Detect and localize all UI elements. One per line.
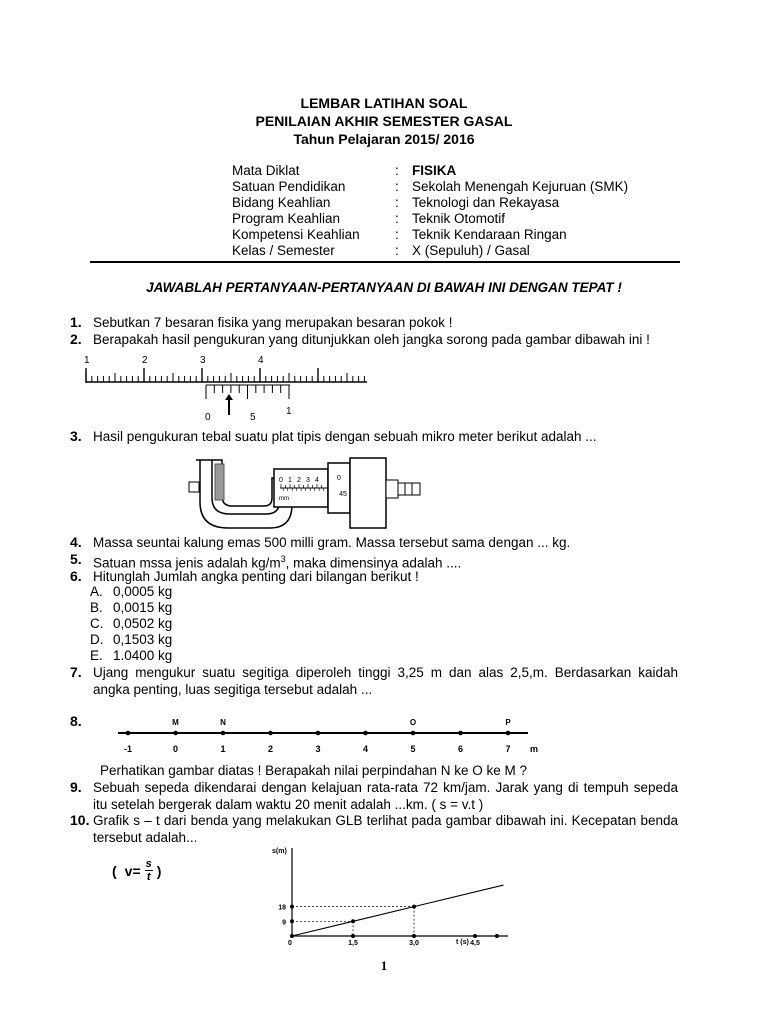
question-number: 1. [70,314,82,330]
info-value: X (Sepuluh) / Gasal [412,243,530,258]
question-number: 2. [70,331,82,347]
question-text: Massa seuntai kalung emas 500 milli gram. Massa tersebut sama dengan ... kg. [93,535,571,550]
superscript: 3 [280,554,286,564]
number-line-tick-dot [126,731,131,736]
number-line-tick-dot [411,731,416,736]
number-line-tick-label: 4 [362,744,369,754]
page-number: 1 [380,958,388,973]
info-label: Bidang Keahlian [232,195,331,210]
header-divider [90,261,680,263]
sleeve-label: 2 [297,477,301,484]
number-line-tick-dot [316,731,321,736]
question-text: Berapakah hasil pengukuran yang ditunjukkan oleh jangka sorong pada gambar dibawah ini ! [93,332,650,347]
question-text-part: Satuan mssa jenis adalah kg/m [93,555,281,571]
x-axis-label: t (s) [456,939,469,946]
formula-paren: ( [112,862,117,879]
question-text: Hitunglah Jumlah angka penting dari bilangan berikut ! [93,569,419,584]
number-line-point-label: P [505,718,511,727]
option-letter: C. [90,616,104,631]
x-tick-dot [351,934,355,938]
micrometer-figure [180,450,430,532]
question-text: Ujang mengukur suatu segitiga diperoleh tinggi 3,25 m dan alas 2,5,m. Berdasarkan kaidah angka penting, luas segitiga tersebut adalah ... [93,665,678,697]
info-colon: : [395,211,399,226]
x-tick-dot [412,934,416,938]
number-line-tick-label: 5 [410,744,416,754]
caliper-vernier-label: 0 [205,412,211,423]
info-colon: : [395,227,399,242]
question-text-part: , maka dimensinya adalah .... [285,555,462,571]
title-line-2: PENILAIAN AKHIR SEMESTER GASAL [255,113,513,129]
option-letter: E. [90,648,103,663]
series-line [292,885,503,936]
question-number: 8. [70,713,82,729]
sleeve-unit: mm [279,496,289,502]
formula-lhs: v= [124,862,141,879]
info-label: Satuan Pendidikan [232,179,346,194]
x-tick-dot [473,934,477,938]
question-number: 10. [70,812,90,828]
data-point [412,905,416,909]
thimble-label: 0 [337,475,341,482]
number-line-unit: m [530,744,539,754]
number-line-point-label: N [220,718,226,727]
x-tick-label: 4,5 [470,940,480,947]
caliper-main-label: 1 [84,355,90,366]
info-colon: : [395,243,399,258]
number-line-tick-dot [173,731,178,736]
caliper-main-label: 4 [258,355,264,366]
number-line-tick-label: 6 [457,744,464,754]
question-number: 9. [70,779,82,795]
question-number: 6. [70,568,82,584]
option-value: 0,0005 kg [113,584,173,599]
number-line-figure [100,716,550,758]
info-colon: : [395,195,399,210]
question-text: Sebutkan 7 besaran fisika yang merupakan besaran pokok ! [93,315,453,330]
number-line-point-label: M [172,718,179,727]
question-number: 5. [70,551,82,567]
info-value: Teknik Kendaraan Ringan [412,227,567,242]
caliper-vernier-label: 5 [250,412,256,423]
info-colon: : [395,163,399,178]
info-colon: : [395,179,399,194]
number-line-tick-label: 0 [172,744,179,754]
number-line-tick-dot [221,731,226,736]
sleeve-label: 1 [288,477,292,484]
question-text: Sebuah sepeda dikendarai dengan kelajuan rata-rata 72 km/jam. Jarak yang di tempuh sepeda itu setelah bergerak dalam waktu 20 menit adalah ...km. ( s = v.t ) [93,780,678,812]
info-label: Program Keahlian [232,211,341,226]
option-letter: B. [90,600,103,615]
question-number: 7. [70,664,82,680]
velocity-formula [112,858,161,883]
info-value: Teknik Otomotif [412,211,506,226]
x-tick-label: 1,5 [348,940,358,947]
info-value: Teknologi dan Rekayasa [412,195,560,210]
question-text: Grafik s – t dari benda yang melakukan GLB terlihat pada gambar dibawah ini. Kecepatan benda tersebut adalah... [93,813,678,845]
x-tick-label: 0 [288,940,292,947]
thimble-label: 45 [339,491,347,498]
formula-fraction [145,858,153,883]
y-tick-dot [290,905,294,909]
number-line-tick-dot [458,731,463,736]
question-number: 4. [70,534,82,550]
question-number: 3. [70,428,82,444]
x-tick-dot [290,934,294,938]
title-line-1: LEMBAR LATIHAN SOAL [300,95,468,111]
formula-paren: ) [156,862,162,879]
number-line-tick-dot [363,731,368,736]
number-line-point-label: O [409,718,417,727]
title-line-3: Tahun Pelajaran 2015/ 2016 [293,131,475,147]
sleeve-label: 4 [315,477,319,484]
y-tick-label: 9 [282,919,286,927]
x-tick-label: 3,0 [409,940,419,947]
info-label: Kelas / Semester [232,243,335,258]
info-label: Mata Diklat [232,163,300,178]
question-8 [100,762,700,779]
number-line-tick-label: -1 [123,744,133,754]
number-line-tick-dot [268,731,273,736]
option-value: 0,0502 kg [113,616,173,631]
vernier-caliper-figure [80,350,380,425]
info-value: Sekolah Menengah Kejuruan (SMK) [412,179,629,194]
formula-numerator: s [145,858,152,870]
number-line-tick-label: 1 [220,744,226,754]
y-tick-label: 18 [278,904,286,912]
number-line-tick-label: 3 [315,744,321,754]
question-text: Hasil pengukuran tebal suatu plat tipis dengan sebuah mikro meter berikut adalah ... [93,429,597,444]
number-line-tick-label: 2 [267,744,274,754]
caliper-vernier-label: 1 [286,406,292,417]
caliper-main-label: 2 [142,355,148,366]
sleeve-label: 0 [279,477,283,484]
info-value-subject: FISIKA [412,163,457,178]
option-letter: A. [90,584,103,599]
option-value: 0,1503 kg [113,632,173,647]
instruction: JAWABLAH PERTANYAAN-PERTANYAAN DI BAWAH INI DENGAN TEPAT ! [146,280,622,295]
caliper-main-label: 3 [200,355,206,366]
formula-denominator: t [146,871,151,883]
option-letter: D. [90,632,104,647]
y-axis-label: s(m) [272,848,287,855]
number-line-tick-label: 7 [505,744,511,754]
sleeve-label: 3 [306,477,310,484]
st-graph [268,840,518,958]
number-line-tick-dot [506,731,511,736]
arrow-up-icon [225,394,233,415]
info-label: Kompetensi Keahlian [232,227,360,242]
question-text: Perhatikan gambar diatas ! Berapakah nilai perpindahan N ke O ke M ? [100,763,527,778]
y-tick-dot [290,919,294,923]
option-value: 0,0015 kg [113,600,173,615]
x-tick-dot [495,934,499,938]
data-point [351,919,355,923]
option-value: 1.0400 kg [113,648,173,663]
